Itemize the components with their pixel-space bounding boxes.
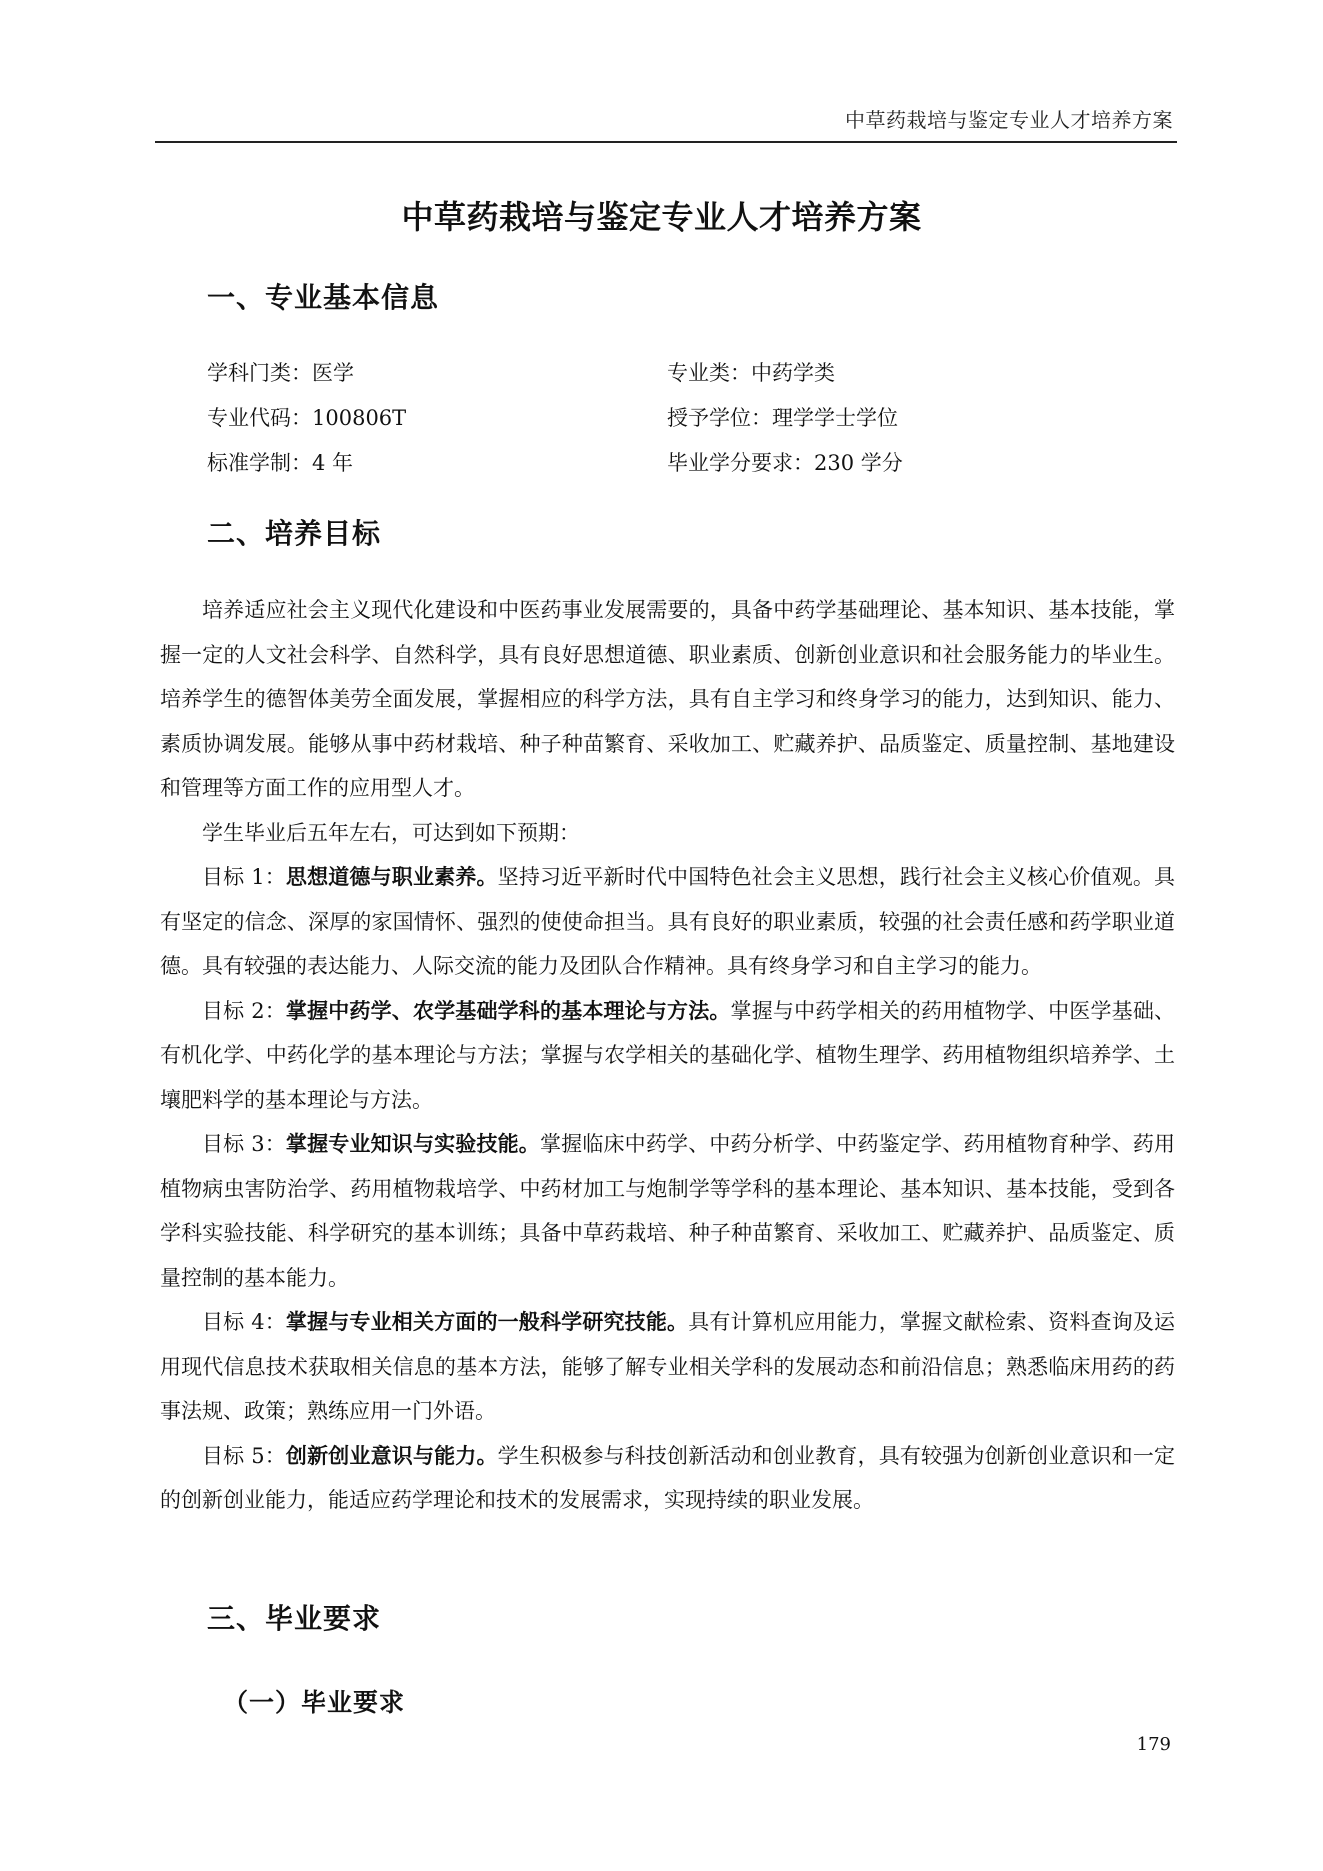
goal-text: 具有计算机应用能力，掌握文献检索、资料查询及运用现代信息技术获取相关信息的基本方法，能够了解专业相关学科的发展动态和前沿信息；熟悉临床用药的药事法规、政策；熟练应用一门外语。 (160, 1310, 1176, 1423)
goal-prefix: 目标 3： (202, 1132, 286, 1156)
document-title: 中草药栽培与鉴定专业人才培养方案 (401, 198, 922, 236)
goal-paragraph (160, 1300, 1175, 1434)
goals-intro-paragraph: 培养适应社会主义现代化建设和中医药事业发展需要的，具备中药学基础理论、基本知识、基本技能，掌握一定的人文社会科学、自然科学，具有良好思想道德、职业素质、创新创业意识和社会服务能力的毕业生。培养学生的德智体美劳全面发展，掌握相应的科学方法，具有自主学习和终身学习的能力，达到知识、能力、素质协调发展。能够从事中药材栽培、种子种苗繁育、采收加工、贮藏养护、品质鉴定、质量控制、基地建设和管理等方面工作的应用型人才。 (160, 598, 1175, 800)
info-discipline: 学科门类：医学 (207, 361, 354, 385)
goals-body (160, 588, 1175, 1523)
goal-title: 掌握与专业相关方面的一般科学研究技能。 (285, 1310, 689, 1334)
goal-paragraph (160, 1122, 1175, 1300)
goal-text: 掌握与中药学相关的药用植物学、中医学基础、有机化学、中药化学的基本理论与方法；掌握与农学相关的基础化学、植物生理学、药用植物组织培养学、土壤肥料学的基本理论与方法。 (160, 998, 1176, 1112)
section-heading-graduation-requirements: 三、毕业要求 (207, 1602, 382, 1635)
goal-prefix: 目标 4： (202, 1310, 286, 1334)
goal-title: 创新创业意识与能力。 (285, 1443, 498, 1468)
goal-paragraph (160, 1434, 1175, 1523)
goal-title: 掌握专业知识与实验技能。 (285, 1132, 540, 1156)
info-row (207, 447, 1177, 483)
goal-text: 学生积极参与科技创新活动和创业教育，具有较强为创新创业意识和一定的创新创业能力，能适应药学理论和技术的发展需求，实现持续的职业发展。 (160, 1443, 1175, 1512)
info-row (207, 357, 1177, 393)
goal-title: 思想道德与职业素养。 (285, 865, 498, 889)
goal-paragraph (160, 855, 1175, 989)
info-credits: 毕业学分要求：230 学分 (667, 451, 903, 475)
info-duration: 标准学制：4 年 (207, 451, 354, 475)
info-row (207, 402, 1177, 438)
goal-prefix: 目标 1： (202, 865, 286, 889)
info-major-class: 专业类：中药学类 (667, 361, 835, 385)
section-heading-basic-info: 一、专业基本信息 (207, 281, 440, 314)
goal-prefix: 目标 2： (202, 998, 286, 1023)
goal-title: 掌握中药学、农学基础学科的基本理论与方法。 (285, 998, 731, 1023)
page-number: 179 (1136, 1734, 1171, 1755)
goal-text: 掌握临床中药学、中药分析学、中药鉴定学、药用植物育种学、药用植物病虫害防治学、药用植物栽培学、中药材加工与炮制学等学科的基本理论、基本知识、基本技能，受到各学科实验技能、科学研究的基本训练；具备中草药栽培、种子种苗繁育、采收加工、贮藏养护、品质鉴定、质量控制的基本能力。 (160, 1132, 1175, 1290)
info-major-code: 专业代码：100806T (207, 406, 407, 430)
section-heading-goals: 二、培养目标 (207, 517, 382, 550)
goal-text: 坚持习近平新时代中国特色社会主义思想，践行社会主义核心价值观。具有坚定的信念、深厚的家国情怀、强烈的使使命担当。具有良好的职业素质，较强的社会责任感和药学职业道德。具有较强的表达能力、人际交流的能力及团队合作精神。具有终身学习和自主学习的能力。 (160, 865, 1175, 978)
header-rule (155, 141, 1177, 143)
info-degree: 授予学位：理学学士学位 (667, 406, 898, 430)
running-header: 中草药栽培与鉴定专业人才培养方案 (845, 108, 1173, 132)
goal-prefix: 目标 5： (202, 1443, 286, 1468)
goals-lead-paragraph: 学生毕业后五年左右，可达到如下预期： (202, 820, 580, 845)
goal-paragraph (160, 989, 1175, 1123)
subsection-heading-graduation-requirements: （一）毕业要求 (223, 1688, 406, 1717)
